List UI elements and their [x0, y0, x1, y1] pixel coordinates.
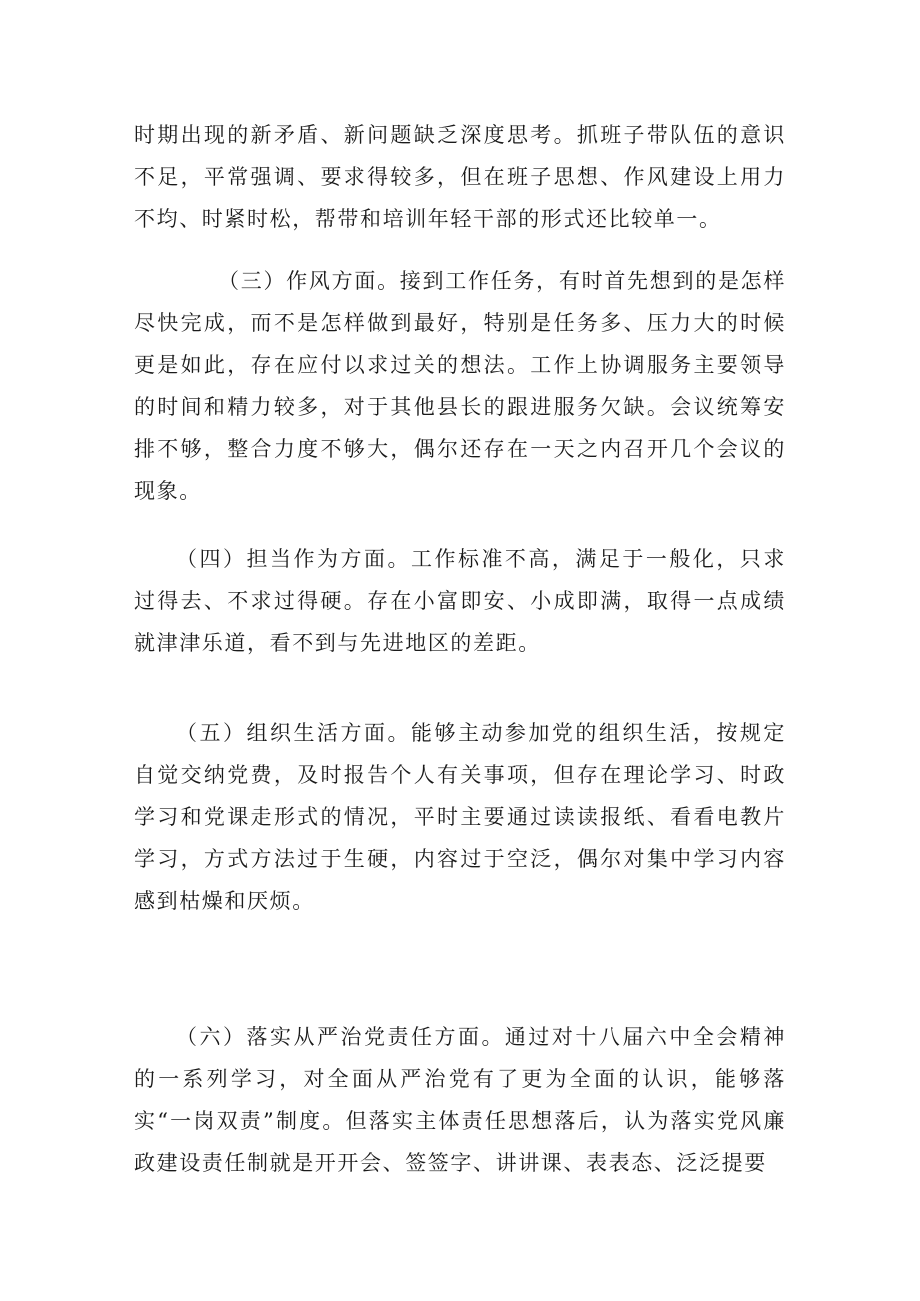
paragraph-organizational-life: （五）组织生活方面。能够主动参加党的组织生活，按规定自觉交纳党费，及时报告个人有关事项，但存在理论学习、时政学习和党课走形式的情况，平时主要通过读读报纸、看看电教片学习，方式方法过于生硬，内容过于空泛，偶尔对集中学习内容感到枯燥和厌烦。 [134, 721, 786, 913]
paragraph-continuation: 时期出现的新矛盾、新问题缺乏深度思考。抓班子带队伍的意识不足，平常强调、要求得较多，但在班子思想、作风建设上用力不均、时紧时松，帮带和培训年轻干部的形式还比较单一。 [134, 123, 786, 231]
paragraph-party-governance: （六）落实从严治党责任方面。通过对十八届六中全会精神的一系列学习，对全面从严治党有了更为全面的认识，能够落实“一岗双责”制度。但落实主体责任思想落后，认为落实党风廉政建设责任制就是开开会、签签字、讲讲课、表表态、泛泛提要 [134, 1025, 786, 1175]
paragraph-responsibility: （四）担当作为方面。工作标准不高，满足于一般化，只求过得去、不求过得硬。存在小富即安、小成即满，取得一点成绩就津津乐道，看不到与先进地区的差距。 [134, 547, 786, 655]
paragraph-work-style: （三）作风方面。接到工作任务，有时首先想到的是怎样尽快完成，而不是怎样做到最好，特别是任务多、压力大的时候更是如此，存在应付以求过关的想法。工作上协调服务主要领导的时间和精力较多，对于其他县长的跟进服务欠缺。会议统筹安排不够，整合力度不够大，偶尔还存在一天之内召开几个会议的现象。 [134, 269, 786, 503]
